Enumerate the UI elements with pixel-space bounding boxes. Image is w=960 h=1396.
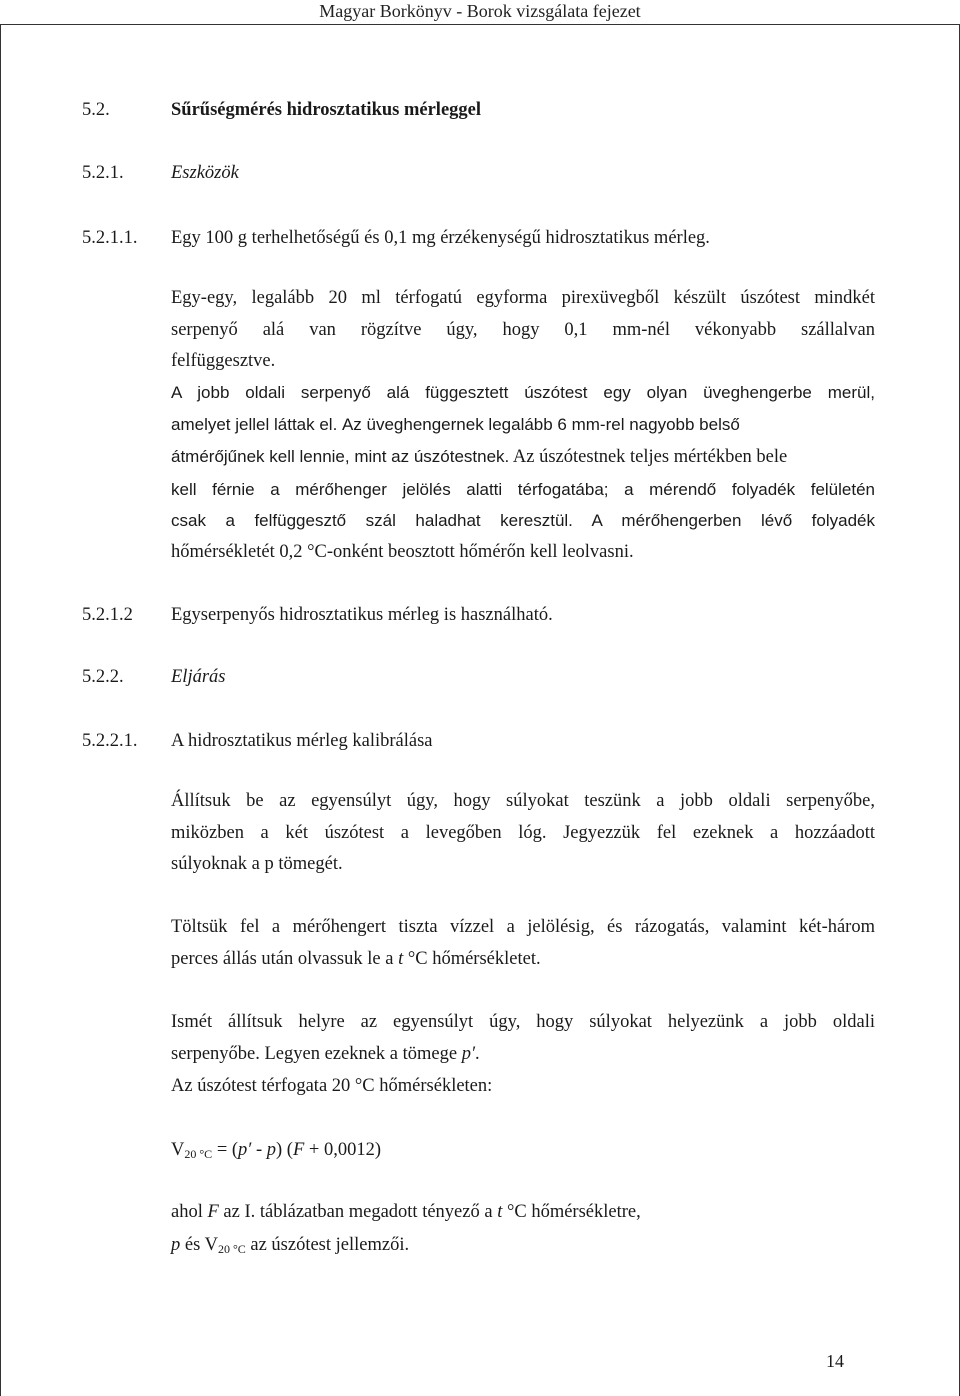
formula-subscript: 20 °C <box>217 1242 246 1256</box>
formula-p: p <box>266 1140 277 1160</box>
text-segment: °C hőmérsékletre, <box>502 1202 641 1222</box>
volume-formula <box>171 1140 381 1164</box>
section-title: Eljárás <box>171 667 226 687</box>
text-line: miközben a két úszótest a levegőben lóg. Jegyezzük fel ezeknek a hozzáadott <box>171 822 875 843</box>
text-segment: amelyet jellel láttak el. <box>171 414 338 434</box>
text-segment: az úszótest jellemzői. <box>245 1235 410 1255</box>
variable-t: t <box>497 1202 503 1222</box>
formula-minus: - <box>251 1140 267 1160</box>
where-line-1 <box>171 1202 641 1222</box>
text-line: kell férnie a mérőhenger jelölés alatti térfogatába; a mérendő folyadék felületén <box>171 479 875 499</box>
text-segment: Az üveghengernek legalább 6 mm-rel nagyobb belső <box>341 414 740 434</box>
text-line: csak a felfüggesztő szál haladhat keresztül. A mérőhengerben lévő folyadék <box>171 511 875 531</box>
section-number: 5.2.2. <box>82 667 124 687</box>
text-segment: serpenyőbe. Legyen ezeknek a tömege <box>171 1043 462 1064</box>
text-segment: ahol <box>171 1202 208 1222</box>
text-segment: Az úszótestnek teljes mértékben bele <box>512 447 788 468</box>
page-number: 14 <box>826 1351 844 1371</box>
text-line <box>171 1039 875 1071</box>
text-line: serpenyő alá van rögzítve úgy, hogy 0,1 mm-nél vékonyabb szállalvan <box>171 319 875 340</box>
text-line: felfüggesztve. <box>171 351 276 372</box>
text-line: Állítsuk be az egyensúlyt úgy, hogy súlyokat teszünk a jobb oldali serpenyőbe, <box>171 791 875 811</box>
text-segment: perces állás után olvassuk le a <box>171 948 399 969</box>
formula-end: + 0,0012) <box>304 1140 382 1160</box>
text-line: Ismét állítsuk helyre az egyensúlyt úgy, hogy súlyokat helyezünk a jobb oldali <box>171 1012 875 1032</box>
section-title: Egy 100 g terhelhetőségű és 0,1 mg érzékenységű hidrosztatikus mérleg. <box>171 228 710 248</box>
section-number: 5.2.1.2 <box>82 605 133 625</box>
text-line: Egy-egy, legalább 20 ml térfogatú egyforma pirexüvegből készült úszótest mindkét <box>171 288 875 308</box>
variable-f: F <box>207 1202 219 1222</box>
section-title: Egyserpenyős hidrosztatikus mérleg is használható. <box>171 605 553 625</box>
section-title: A hidrosztatikus mérleg kalibrálása <box>171 731 433 751</box>
page-header: Magyar Borkönyv - Borok vizsgálata fejezet <box>319 1 641 21</box>
volume-intro: Az úszótest térfogata 20 °C hőmérsékleten: <box>171 1076 493 1096</box>
formula-mid: ) ( <box>276 1140 293 1160</box>
section-number: 5.2.1. <box>82 163 124 183</box>
paragraph-floats <box>171 283 875 378</box>
text-line: súlyoknak a p tömegét. <box>171 854 343 875</box>
text-segment: az I. táblázatban megadott tényező a <box>218 1202 498 1222</box>
formula-v: V <box>171 1140 185 1160</box>
formula-p-prime: p′ <box>238 1140 252 1160</box>
text-line: hőmérsékletét 0,2 °C-onként beosztott hőmérőn kell leolvasni. <box>171 541 634 562</box>
formula-subscript: 20 °C <box>184 1147 213 1161</box>
text-line <box>171 409 875 442</box>
page-border-left <box>0 24 1 1396</box>
variable-p: p <box>171 1235 181 1255</box>
section-number: 5.2.2.1. <box>82 731 138 751</box>
section-number: 5.2.1.1. <box>82 228 138 248</box>
section-title: Eszközök <box>171 163 239 183</box>
variable-p-prime: p′ <box>461 1043 476 1064</box>
header-rule <box>0 24 960 25</box>
formula-eq: = ( <box>212 1140 239 1160</box>
text-line: A jobb oldali serpenyő alá függesztett úszótest egy olyan üveghengerbe merül, <box>171 383 875 402</box>
text-segment: átmérőjűnek kell lennie, mint az úszótestnek. <box>171 447 510 467</box>
paragraph-rebalance <box>171 1007 875 1070</box>
text-line <box>171 944 875 976</box>
paragraph-fill <box>171 912 875 975</box>
text-segment: °C hőmérsékletet. <box>403 948 541 969</box>
paragraph-cylinder <box>171 377 875 569</box>
variable-t: t <box>398 948 404 969</box>
where-line-2 <box>171 1235 409 1259</box>
text-line: Töltsük fel a mérőhengert tiszta vízzel a jelölésig, és rázogatás, valamint két-három <box>171 917 875 937</box>
section-number: 5.2. <box>82 100 110 120</box>
text-segment: és V <box>180 1235 218 1255</box>
text-line <box>171 441 875 474</box>
paragraph-balance <box>171 786 875 881</box>
section-title: Sűrűségmérés hidrosztatikus mérleggel <box>171 100 482 120</box>
text-segment: . <box>475 1043 480 1064</box>
formula-f: F <box>292 1140 305 1160</box>
